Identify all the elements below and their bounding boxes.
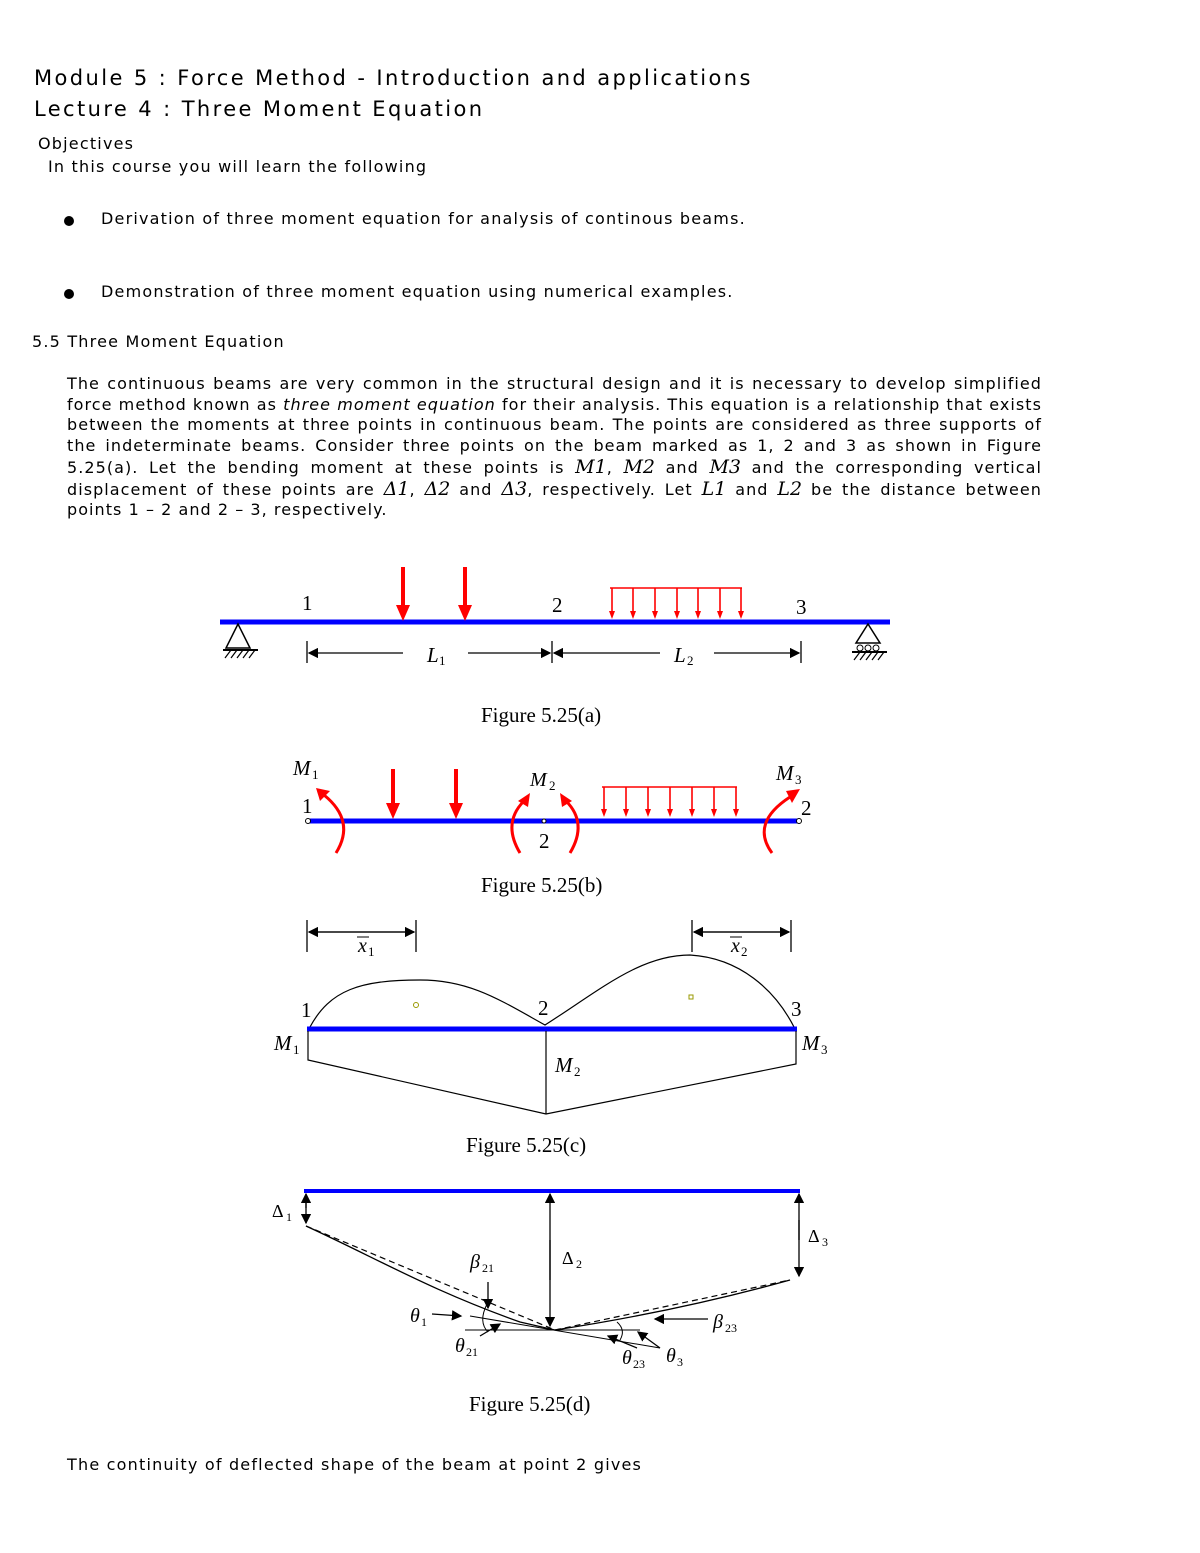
tangent-line	[470, 1316, 660, 1348]
span-label-subscript: 2	[687, 653, 694, 668]
moment-label: M	[293, 756, 311, 780]
point-label: 1	[302, 591, 313, 615]
moment-label: M	[776, 761, 794, 785]
angle-label-subscript: 23	[725, 1321, 737, 1335]
centroid-point	[689, 995, 693, 999]
angle-arc	[617, 1322, 622, 1340]
angle-label-subscript: 1	[421, 1315, 427, 1329]
bullet-icon	[64, 216, 74, 226]
point-label: 2	[552, 593, 563, 617]
point-label: 2	[539, 829, 550, 853]
m1-symbol: M1	[575, 455, 607, 478]
moment-arrow-icon	[512, 801, 524, 853]
roller-support-icon	[852, 624, 887, 660]
end-node	[306, 819, 311, 824]
objectives-title: Objectives	[38, 134, 135, 153]
closing-text: The continuity of deflected shape of the beam at point 2 gives	[67, 1455, 643, 1474]
delta3-symbol: Δ3	[501, 477, 528, 500]
centroid-dimension	[307, 920, 791, 952]
support-moment-diagram	[308, 1031, 796, 1114]
figure-d-diagram	[0, 1180, 1200, 1390]
deflection-arrow	[306, 1194, 799, 1326]
point-label: 2	[538, 996, 549, 1020]
delta-label: Δ	[808, 1226, 820, 1246]
point-load-arrow	[458, 567, 472, 621]
moment-arrowhead-icon	[786, 789, 800, 803]
centroid-point	[414, 1003, 419, 1008]
moment-label-subscript: 2	[574, 1064, 581, 1079]
angle-label: θ	[455, 1335, 465, 1357]
figure-caption: Figure 5.25(d)	[469, 1392, 591, 1416]
centroid-label: x	[731, 935, 740, 957]
moment-label: M	[530, 769, 547, 791]
angle-label: θ	[622, 1347, 632, 1369]
section-paragraph: The continuous beams are very common in the structural design and it is necessary to develop simplified force method known as three moment equation for their analysis. This equation is a relationship that exists between the moments at three points in continuous beam. The points are considered as three supports of the indeterminate beams. Consider three points on the beam marked as 1, 2 and 3 as shown in Figure 5.25(a). Let the bending moment at these points is M1, M2 and M3 and the corresponding vertical displacement of these points are Δ1, Δ2 and Δ3, respectively. Let L1 and L2 be the distance between points 1 – 2 and 2 – 3, respectively.	[67, 374, 1042, 520]
free-moment-curve	[310, 955, 794, 1027]
section-title: 5.5 Three Moment Equation	[32, 332, 285, 351]
figure-b-diagram	[0, 755, 1200, 865]
l1-symbol: L1	[701, 477, 727, 500]
angle-label: θ	[410, 1305, 420, 1327]
moment-arrow-icon	[324, 795, 344, 853]
objective-item: Derivation of three moment equation for analysis of continous beams.	[101, 209, 746, 228]
angle-label-subscript: 21	[482, 1261, 494, 1275]
centroid-label-subscript: 2	[741, 944, 748, 959]
delta2-symbol: Δ2	[424, 477, 451, 500]
delta1-symbol: Δ1	[383, 477, 410, 500]
moment-label-subscript: 2	[549, 778, 556, 793]
delta-label-subscript: 1	[286, 1210, 292, 1224]
lecture-title: Lecture 4 : Three Moment Equation	[34, 97, 485, 121]
angle-label-subscript: 23	[633, 1357, 645, 1371]
moment-label-subscript: 3	[821, 1042, 828, 1057]
moment-label-subscript: 1	[312, 767, 319, 782]
moment-label: M	[555, 1053, 573, 1077]
point-label: 2	[801, 796, 812, 820]
point-label: 3	[791, 997, 802, 1021]
span-label-subscript: 1	[439, 653, 446, 668]
span-dimension	[307, 641, 801, 663]
point-load-arrow	[396, 567, 410, 621]
centroid-label-subscript: 1	[368, 944, 375, 959]
figure-caption: Figure 5.25(a)	[481, 703, 602, 727]
point-label: 1	[301, 998, 312, 1022]
figure-caption: Figure 5.25(c)	[466, 1133, 587, 1157]
point-load-arrow	[449, 769, 463, 819]
objective-item: Demonstration of three moment equation using numerical examples.	[101, 282, 734, 301]
delta-label: Δ	[562, 1248, 574, 1268]
pin-support-icon	[223, 624, 258, 658]
module-title: Module 5 : Force Method - Introduction and applications	[34, 66, 753, 90]
objectives-intro: In this course you will learn the following	[48, 157, 428, 176]
figure-a-diagram	[0, 555, 1200, 705]
mid-node	[542, 819, 546, 823]
l2-symbol: L2	[777, 477, 803, 500]
figure-c-diagram	[0, 910, 1200, 1125]
moment-label-subscript: 3	[795, 772, 802, 787]
figure-caption: Figure 5.25(b)	[481, 873, 603, 897]
angle-label-subscript: 3	[677, 1355, 683, 1369]
moment-label-subscript: 1	[293, 1042, 300, 1057]
span-label: L	[674, 643, 686, 667]
point-label: 3	[796, 595, 807, 619]
moment-label: M	[274, 1031, 292, 1055]
chord-line	[306, 1226, 555, 1330]
m2-symbol: M2	[623, 455, 655, 478]
moment-arrow-icon	[764, 797, 790, 853]
distributed-load	[601, 787, 739, 817]
span-label: L	[427, 643, 439, 667]
angle-label: θ	[666, 1345, 676, 1367]
moment-arrow-icon	[566, 801, 578, 853]
centroid-label: x	[358, 935, 367, 957]
moment-label: M	[802, 1031, 820, 1055]
point-label: 1	[302, 794, 313, 818]
delta-label: Δ	[272, 1201, 284, 1221]
m3-symbol: M3	[709, 455, 741, 478]
angle-pointer-arrow	[432, 1282, 708, 1348]
delta-label-subscript: 3	[822, 1235, 828, 1249]
delta-label-subscript: 2	[576, 1257, 582, 1271]
bullet-icon	[64, 289, 74, 299]
angle-label: β	[713, 1311, 723, 1333]
point-load-arrow	[386, 769, 400, 819]
chord-line	[555, 1280, 790, 1330]
angle-label: β	[470, 1251, 480, 1273]
distributed-load	[609, 588, 744, 619]
angle-label-subscript: 21	[466, 1345, 478, 1359]
